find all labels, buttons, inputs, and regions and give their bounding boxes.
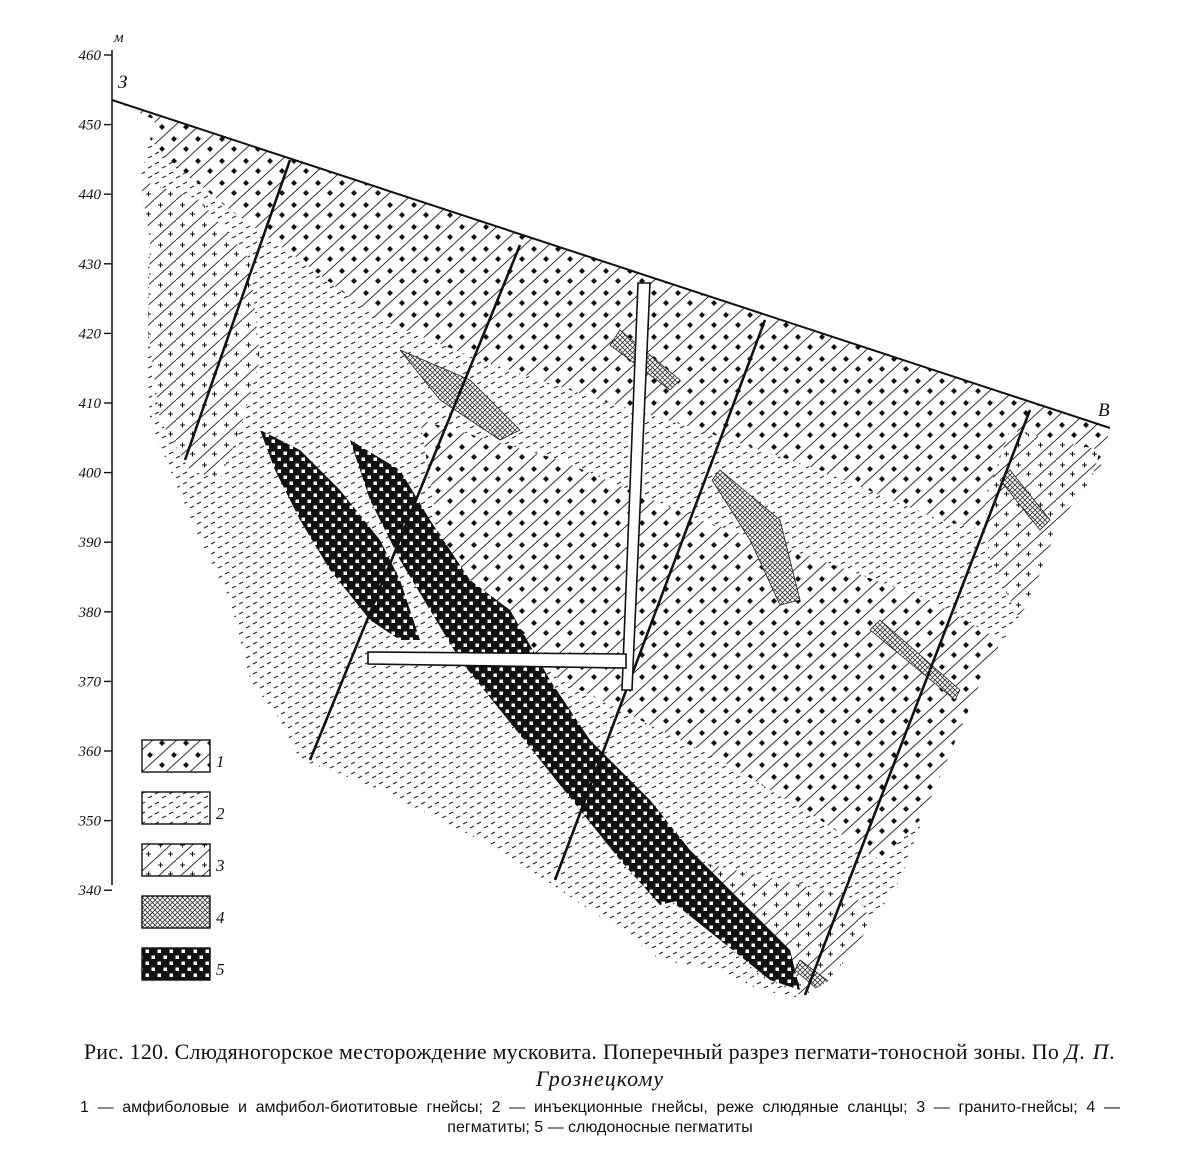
legend-swatch-1 <box>142 740 210 772</box>
east-label: В <box>1098 400 1110 421</box>
legend-number: 3 <box>216 856 225 875</box>
axis-unit-label: м <box>114 30 124 46</box>
axis-tick-label: 350 <box>78 813 101 830</box>
caption-title <box>40 1038 1160 1092</box>
west-label: З <box>118 72 128 93</box>
caption-legend: 1 — амфиболовые и амфибол-биотитовые гнейсы; 2 — инъекционные гнейсы, реже слюдяные сланцы; 3 — гранито-гнейсы; 4 — пегматиты; 5 — слюдоносные пегматиты <box>80 1099 1120 1136</box>
legend <box>142 740 225 980</box>
axis-tick-label: 420 <box>78 326 101 343</box>
legend-number: 1 <box>216 752 225 771</box>
figure-caption <box>40 1038 1160 1138</box>
caption-title-text: Рис. 120. Слюдяногорское месторождение мусковита. Поперечный разрез пегмати-тоносной зоны. По <box>83 1039 1060 1064</box>
legend-swatch-5 <box>142 948 210 980</box>
legend-number: 5 <box>216 960 225 979</box>
axis-tick-label: 450 <box>78 117 101 134</box>
axis-tick-label: 340 <box>78 883 101 900</box>
axis-tick-label: 370 <box>78 674 101 691</box>
axis-tick-label: 430 <box>78 256 101 273</box>
legend-number: 4 <box>216 908 225 927</box>
axis-tick-label: 400 <box>78 465 101 482</box>
axis-tick-label: 460 <box>78 48 101 64</box>
legend-swatch-3 <box>142 844 210 876</box>
axis-ticks <box>78 48 113 899</box>
legend-number: 2 <box>216 804 225 823</box>
axis-tick-label: 410 <box>78 396 101 412</box>
axis-tick-label: 380 <box>78 604 101 621</box>
legend-swatch-2 <box>142 792 210 824</box>
legend-swatch-4 <box>142 896 210 928</box>
elevation-axis <box>78 30 128 900</box>
section-body <box>100 90 1120 1010</box>
axis-tick-label: 360 <box>78 744 101 760</box>
axis-tick-label: 440 <box>78 187 101 204</box>
caption-author: Д. П. Грознецкому <box>535 1039 1117 1091</box>
axis-tick-label: 390 <box>78 535 101 552</box>
